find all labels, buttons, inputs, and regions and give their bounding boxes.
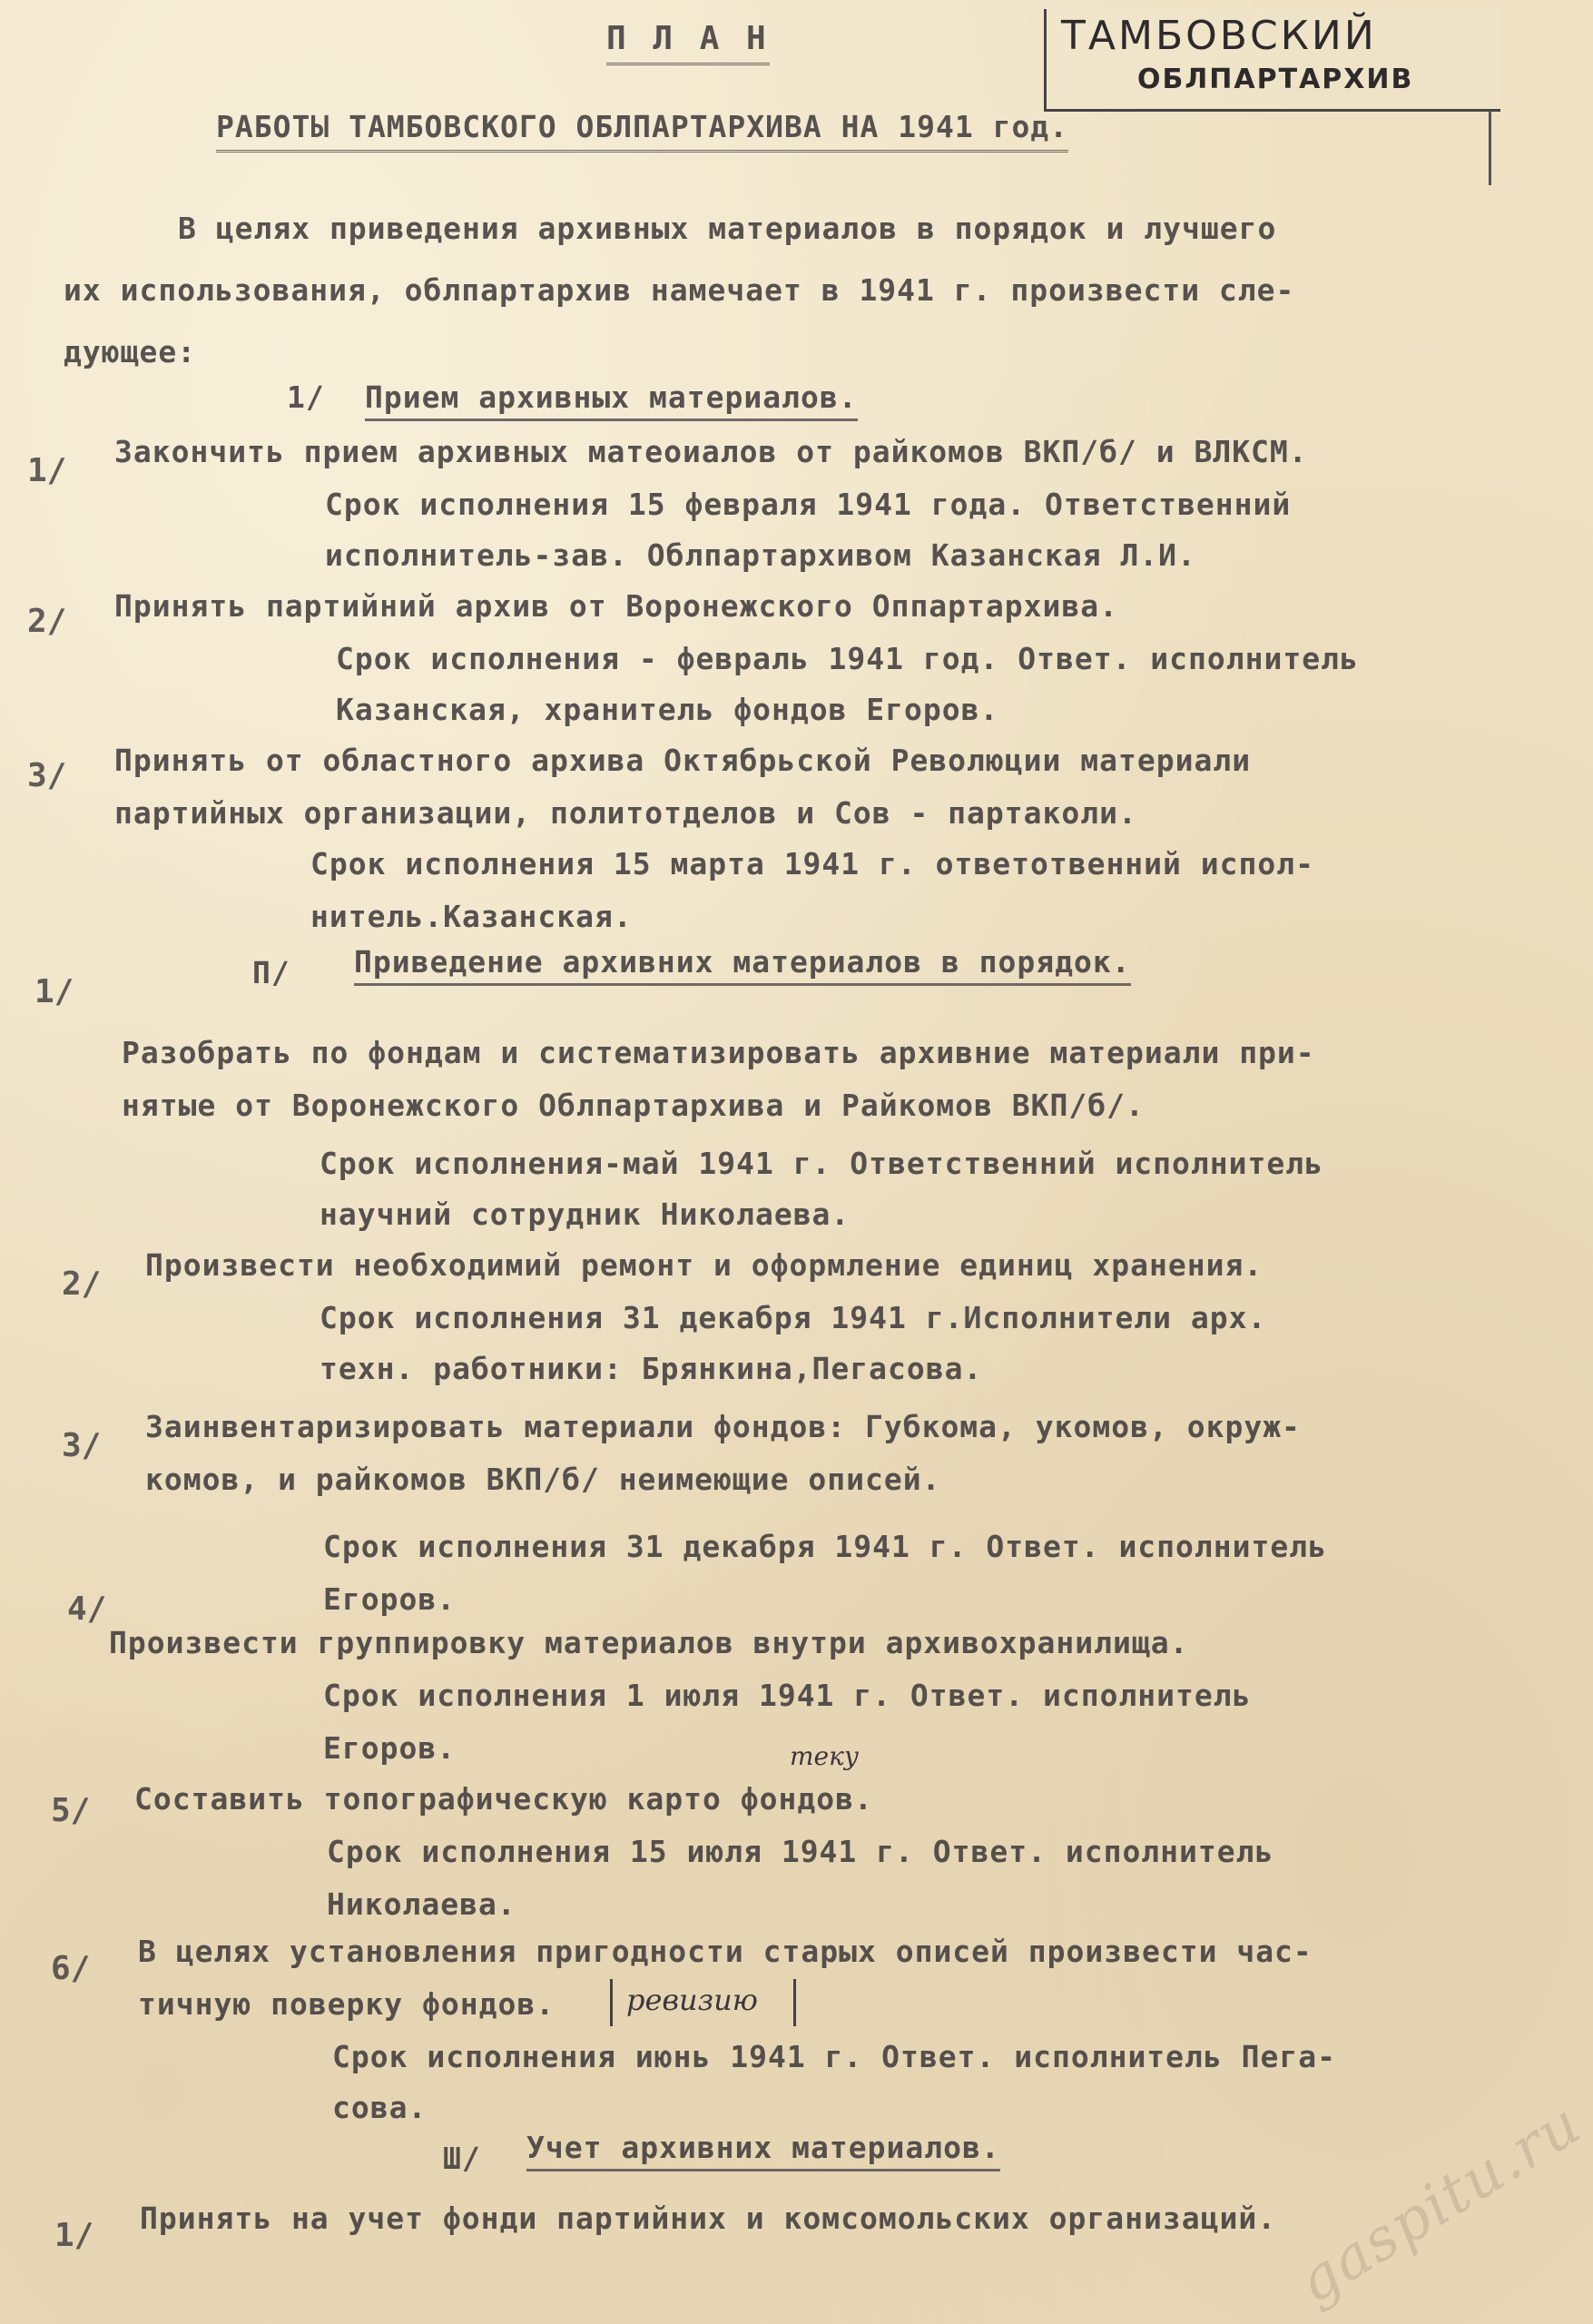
document-title: П Л А Н: [606, 20, 770, 65]
s2-item-5-number: 5/: [51, 1792, 91, 1829]
section-2-number: П/: [252, 955, 290, 990]
s1-item-3-line-1: Принять от областного архива Октябрьской Революции материали: [114, 743, 1252, 778]
intro-line-2: их использования, облпартархив намечает в 1941 г. произвести сле-: [64, 272, 1295, 308]
s2-item-2-line-1: Произвести необходимий ремонт и оформление единиц хранения.: [145, 1247, 1264, 1283]
s1-item-3-line-3: Срок исполнения 15 марта 1941 г. ответотвенний испол-: [310, 846, 1314, 881]
s1-item-1-line-1: Закончить прием архивных матеоиалов от райкомов ВКП/б/ и ВЛКСМ.: [114, 434, 1308, 469]
section-3-number: Ш/: [443, 2141, 481, 2176]
s1-item-3-number: 3/: [27, 757, 67, 794]
s2-item-5-line-1: Составить топографическую карто фондов.: [134, 1781, 873, 1817]
s2-item-6-line-3: Срок исполнения июнь 1941 г. Ответ. исполнитель Пега-: [332, 2039, 1336, 2074]
s2-item-3-line-2: комов, и райкомов ВКП/б/ неимеющие описей.: [145, 1462, 941, 1497]
s2-item-3-line-4: Егоров.: [323, 1581, 457, 1617]
intro-line-3: дующее:: [64, 334, 197, 369]
handwritten-correction: теку: [790, 1741, 860, 1771]
s3-item-1-line-1: Принять на учет фонди партийних и комсомольских организаций.: [140, 2201, 1277, 2236]
s2-item-1-line-1: Разобрать по фондам и систематизировать архивние материали при-: [122, 1035, 1315, 1070]
s1-item-3-line-2: партийных организации, политотделов и Сов - партаколи.: [114, 795, 1137, 831]
s2-item-6-line-4: сова.: [332, 2090, 428, 2125]
s1-item-1-line-3: исполнитель-зав. Облпартархивом Казанская Л.И.: [325, 537, 1196, 573]
s2-item-3-line-3: Срок исполнения 31 декабря 1941 г. Ответ. исполнитель: [323, 1529, 1327, 1564]
s2-item-2-line-2: Срок исполнения 31 декабря 1941 г.Исполнители арх.: [320, 1300, 1267, 1335]
intro-line-1: В целях приведения архивных материалов в порядок и лучшего: [178, 211, 1277, 246]
handwritten-bracket-right: [793, 1979, 796, 2026]
s2-item-5-line-3: Николаева.: [327, 1886, 516, 1922]
s1-item-2-number: 2/: [27, 603, 67, 640]
stamp-line-1: ТАМБОВСКИЙ: [1061, 13, 1377, 59]
s2-item-1-line-3: Срок исполнения-май 1941 г. Ответственний исполнитель: [320, 1146, 1323, 1181]
stamp-line-2: ОБЛПАРТАРХИВ: [1137, 64, 1414, 95]
s2-item-4-line-2: Срок исполнения 1 июля 1941 г. Ответ. исполнитель: [323, 1678, 1252, 1713]
section-2-title: Приведение архивних материалов в порядок.: [354, 944, 1131, 986]
s2-item-1-line-2: нятые от Воронежского Облпартархива и Райкомов ВКП/б/.: [122, 1088, 1145, 1123]
s1-item-1-number: 1/: [27, 452, 67, 489]
document-subtitle: РАБОТЫ ТАМБОВСКОГО ОБЛПАРТАРХИВА НА 1941 год.: [216, 109, 1068, 153]
s2-item-5-line-2: Срок исполнения 15 июля 1941 г. Ответ. исполнитель: [327, 1834, 1274, 1869]
s2-item-3-number: 3/: [62, 1427, 102, 1464]
s2-item-1-line-4: научний сотрудник Николаева.: [320, 1196, 851, 1232]
archive-stamp: [1044, 9, 1500, 112]
handwritten-insert: ревизию: [626, 1983, 758, 2017]
s1-item-2-line-2: Срок исполнения - февраль 1941 год. Ответ. исполнитель: [336, 641, 1359, 676]
s2-item-6-line-2: тичную поверку фондов.: [138, 1986, 556, 2022]
s2-item-1-number: 1/: [34, 973, 74, 1010]
section-1-number: 1/: [287, 379, 325, 415]
s1-item-1-line-2: Срок исполнения 15 февраля 1941 года. Ответственний: [325, 487, 1292, 522]
s1-item-3-line-4: нитель.Казанская.: [310, 899, 633, 934]
s1-item-2-line-1: Принять партийний архив от Воронежского Оппартархива.: [114, 588, 1118, 624]
s2-item-4-line-3: Егоров.: [323, 1730, 457, 1766]
stamp-rule: [1489, 111, 1491, 185]
s2-item-2-line-3: техн. работники: Брянкина,Пегасова.: [320, 1351, 983, 1386]
s2-item-6-number: 6/: [51, 1950, 91, 1987]
s2-item-4-line-1: Произвести группировку материалов внутри архивохранилища.: [109, 1625, 1189, 1660]
s2-item-4-number: 4/: [67, 1590, 107, 1628]
s1-item-2-line-3: Казанская, хранитель фондов Егоров.: [336, 692, 999, 727]
handwritten-bracket-left: [610, 1979, 613, 2026]
s2-item-2-number: 2/: [62, 1265, 102, 1303]
section-1-title: Прием архивных материалов.: [365, 379, 858, 421]
s2-item-6-line-1: В целях установления пригодности старых описей произвести час-: [138, 1934, 1313, 1969]
s3-item-1-number: 1/: [54, 2217, 94, 2254]
watermark: gaspitu.ru: [1286, 2090, 1593, 2317]
s2-item-3-line-1: Заинвентаризировать материали фондов: Губкома, укомов, окруж-: [145, 1409, 1301, 1444]
section-3-title: Учет архивних материалов.: [526, 2130, 1000, 2171]
